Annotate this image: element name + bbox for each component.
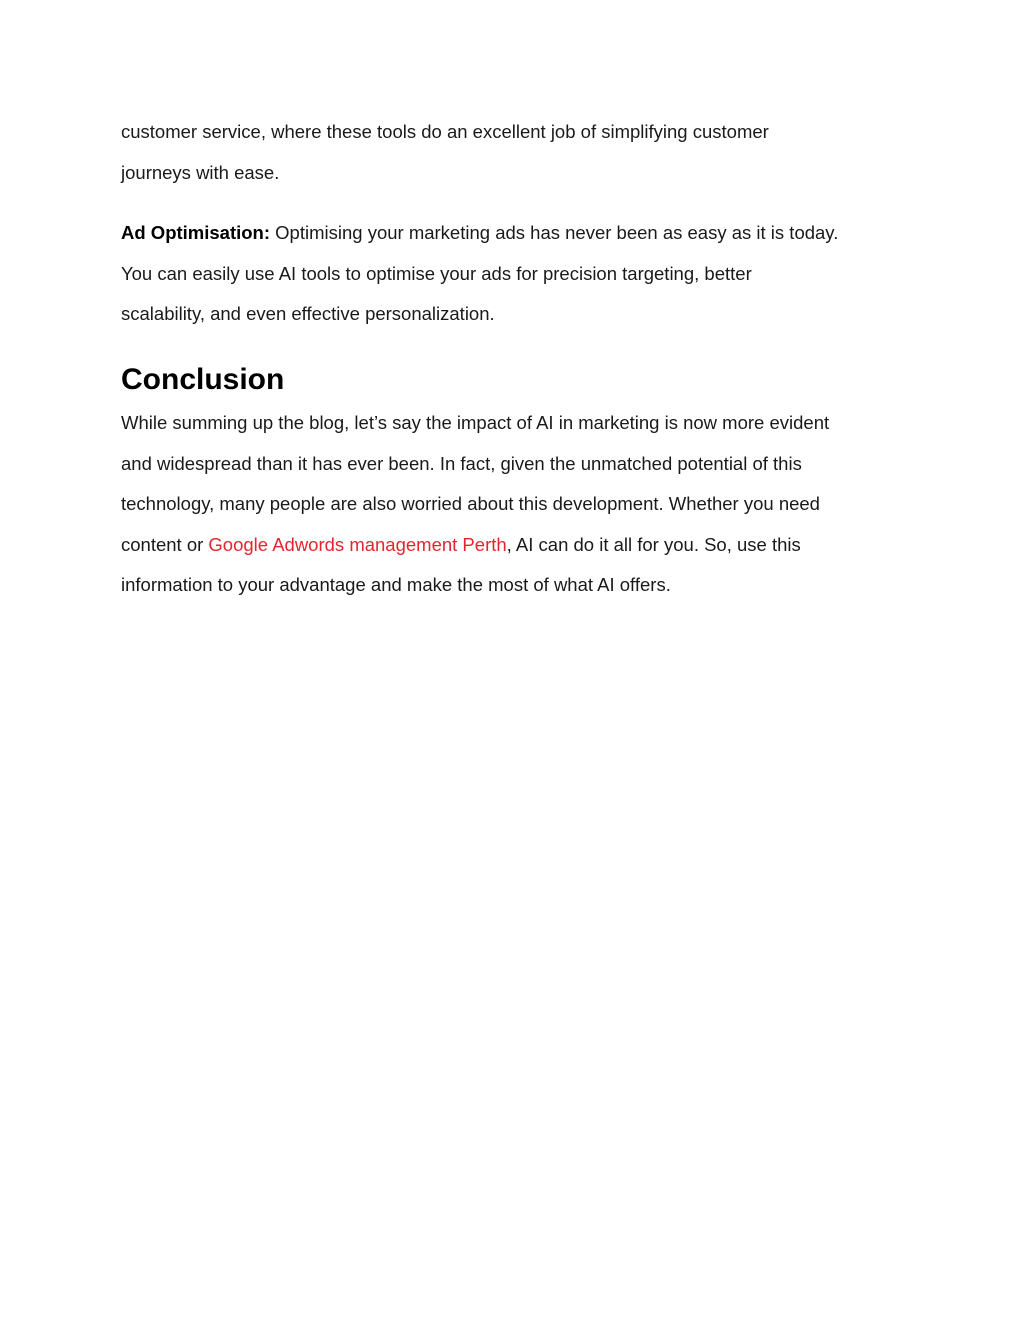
paragraph-line: and widespread than it has ever been. In fact, given the unmatched potential of this: [121, 452, 802, 474]
paragraph-line: journeys with ease.: [121, 161, 280, 183]
link-suffix-text: , AI can do it all for you. So, use this: [506, 533, 801, 555]
conclusion-heading: Conclusion: [121, 363, 285, 396]
paragraph-line: information to your advantage and make the most of what AI offers.: [121, 574, 671, 595]
conclusion-paragraph: [121, 403, 829, 606]
ad-optimisation-label: Ad Optimisation:: [121, 222, 271, 243]
paragraph-line: While summing up the blog, let’s say the impact of AI in marketing is now more evident: [121, 412, 830, 433]
paragraph-line: customer service, where these tools do an excellent job of simplifying customer: [121, 121, 769, 142]
paragraph-line: scalability, and even effective personalization.: [121, 303, 495, 324]
link-prefix-text: content or: [121, 533, 209, 555]
paragraph-line: You can easily use AI tools to optimise your ads for precision targeting, better: [121, 262, 752, 284]
customer-service-paragraph: [121, 112, 769, 193]
google-adwords-link[interactable]: Google Adwords management Perth: [208, 533, 507, 555]
paragraph-line: technology, many people are also worried about this development. Whether you need: [121, 493, 820, 514]
ad-optimisation-paragraph: [121, 213, 838, 335]
ad-optimisation-text: Optimising your marketing ads has never been as easy as it is today.: [270, 222, 839, 243]
paragraph-line: [121, 525, 829, 566]
paragraph-line: [121, 213, 838, 254]
